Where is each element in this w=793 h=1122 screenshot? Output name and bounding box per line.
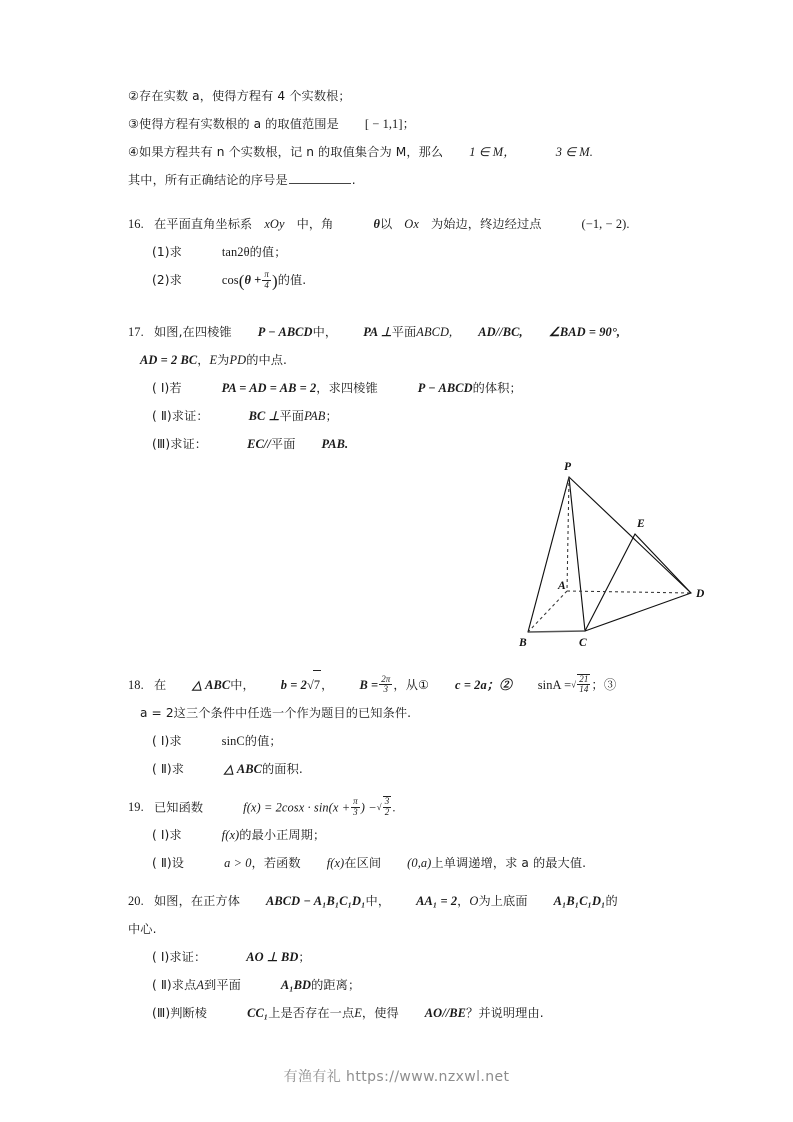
watermark-url: https://www.nzxwl.net (346, 1069, 510, 1085)
q19-part-2-label: ( Ⅱ)设 (152, 855, 185, 870)
q17-stem-ad-par-bc: AD//BC, (478, 324, 523, 339)
q17-stem-e: 平面 (391, 324, 417, 339)
q17-part-2-label: ( Ⅱ)求证： (152, 408, 209, 423)
edge-C-E (585, 534, 635, 631)
carryover-item-3-text: ③使得方程有实数根的 a 的取值范围是 (128, 117, 339, 131)
q18-stem-b-eq: b = 2 (280, 677, 307, 692)
vertex-label-B: B (519, 637, 527, 649)
q17-part-2-expr2: PAB (304, 408, 326, 423)
q18-stem-e: ， (321, 677, 334, 692)
q17-line2-tail: 的中点. (246, 352, 288, 367)
q20-part-1-tail: ； (298, 949, 311, 964)
q19-part-2-tail: 上单调递增，求 a 的最大值. (431, 855, 587, 870)
question-18 (128, 670, 688, 783)
vertex-label-A: A (558, 580, 566, 592)
q16-part-1-label: (1)求 (152, 245, 182, 259)
q17-part-3-expr: EC// (247, 436, 271, 451)
q20-part-3 (128, 999, 688, 1027)
q18-part-1 (128, 727, 688, 755)
spacer (128, 296, 688, 318)
q17-part-2-expr: BC ⊥ (248, 408, 280, 423)
edge-A-D (567, 591, 691, 593)
q17-stem-line2 (128, 346, 688, 374)
q18-stem-radicand: 7 (313, 670, 321, 699)
vertex-label-P: P (564, 461, 572, 473)
q19-part-2-expr3: (0,a) (407, 855, 432, 870)
fraction-denominator: 2 (384, 806, 390, 817)
fraction-denominator: 3 (353, 806, 358, 817)
q18-stem (128, 670, 688, 699)
q17-line2-ad2bc: AD = 2 BC (140, 352, 198, 367)
spacer (128, 877, 688, 887)
fraction-sqrt21-over-14 (577, 674, 590, 695)
vertex-label-D: D (696, 588, 705, 600)
q20-stem-line2 (128, 915, 688, 943)
q17-part-2-mid: 平面 (279, 408, 305, 423)
q20-part-3-expr2: AO//BE (424, 1005, 467, 1020)
q19-part-2-mid: ，若函数 (251, 855, 301, 870)
q17-stem-abcd: ABCD, (416, 324, 453, 339)
q16-stem-c: 中，角 (296, 217, 334, 231)
carryover-item-3 (128, 110, 688, 138)
q16-stem-a: 在平面直角坐标系 (154, 217, 253, 231)
q19-part-1 (128, 821, 688, 849)
q18-stem-g: ，从① (393, 677, 430, 692)
paren-close: ) (271, 271, 278, 291)
q17-line2-comma: ， (197, 352, 210, 367)
q18-condition-2: sinA = (537, 677, 572, 692)
q20-part-2-label: ( Ⅱ)求点 (152, 977, 197, 992)
spacer (128, 194, 688, 210)
q17-part-1-mid: ，求四棱锥 (316, 380, 378, 395)
carryover-item-3-range: [ − 1,1]； (364, 117, 416, 131)
q19-number: 19. (128, 799, 144, 814)
q16-stem (128, 210, 688, 238)
q20-part-3-e: E (354, 1005, 362, 1020)
q17-part-3-mid: 平面 (270, 436, 296, 451)
fraction-denominator: 4 (264, 279, 269, 290)
q19-stem-d: . (392, 799, 396, 814)
q20-part-2-expr: A₁BD (280, 977, 312, 992)
q18-stem-c: 中， (230, 677, 255, 692)
q17-part-1-expr2: P − ABCD (417, 380, 473, 395)
fraction-numerator: π (353, 796, 358, 807)
fraction-2pi-over-3 (379, 675, 392, 695)
q16-stem-xoy: xOy (264, 217, 285, 231)
q20-stem-aa1: AA₁ = 2 (416, 893, 458, 908)
q18-part-1-label: ( Ⅰ)求 (152, 733, 182, 748)
q17-part-3 (128, 430, 688, 458)
question-17 (128, 318, 688, 458)
q17-stem (128, 318, 688, 346)
q17-line2-wei: 为 (217, 352, 230, 367)
q17-part-2 (128, 402, 688, 430)
question-16 (128, 210, 688, 296)
q16-stem-theta: θ (373, 217, 380, 231)
q17-number: 17. (128, 324, 144, 339)
q16-part-2-fn: cos (221, 273, 239, 287)
sqrt-icon: √ (571, 679, 577, 690)
q18-condition-3-label: ；③ (591, 677, 617, 692)
q20-part-3-label: (Ⅲ)判断棱 (152, 1005, 208, 1020)
fraction-numerator: 2π (381, 673, 391, 684)
q20-part-3-mid: 上是否存在一点 (268, 1005, 355, 1020)
edge-E-D (635, 534, 691, 593)
carryover-item-5 (128, 166, 688, 194)
q18-part-2-label: ( Ⅱ)求 (152, 761, 185, 776)
q19-part-1-label: ( Ⅰ)求 (152, 827, 182, 842)
solid-edges (528, 477, 691, 632)
q20-stem-a: 如图，在正方体 (154, 893, 241, 908)
q17-stem-angle-bad: ∠BAD = 90°, (548, 324, 621, 339)
carryover-item-4-text: ④如果方程共有 n 个实数根，记 n 的取值集合为 M，那么 (128, 145, 444, 159)
q19-stem (128, 793, 688, 821)
q20-stem-i: 的 (605, 893, 618, 908)
edge-P-C (569, 477, 585, 631)
pyramid-diagram-svg (505, 455, 720, 655)
q20-part-2-b: 到平面 (204, 977, 241, 992)
q18-part-2 (128, 755, 688, 783)
q18-stem-B-eq: B = (359, 677, 379, 692)
q20-stem-top-face: A₁B₁C₁D₁ (553, 893, 606, 908)
q17-figure (505, 455, 720, 655)
carryover-item-2: ②存在实数 a，使得方程有 4 个实数根； (128, 89, 351, 103)
paren-open: ( (238, 271, 245, 291)
vertex-labels (518, 461, 705, 649)
q17-part-1 (128, 374, 688, 402)
q20-stem-cube: ABCD − A₁B₁C₁D₁ (266, 893, 366, 908)
q16-part-1-expr: tan2θ (221, 245, 250, 259)
q18-line2: a = 2这三个条件中任选一个作为题目的已知条件. (140, 705, 412, 720)
edge-P-D (569, 477, 691, 593)
edge-P-A (567, 477, 569, 591)
q20-stem-o: O (469, 893, 479, 908)
q20-stem-e: ， (457, 893, 470, 908)
q20-number: 20. (128, 893, 144, 908)
watermark-brand: 有渔有礼 (283, 1069, 342, 1085)
q20-line2: 中心. (128, 921, 157, 936)
fraction-numerator: 3 (384, 796, 390, 807)
q16-stem-g: 为始边，终边经过点 (430, 217, 542, 231)
q16-stem-point: (−1, − 2). (581, 217, 630, 231)
q18-part-2-expr: △ ABC (224, 761, 262, 776)
q19-part-2 (128, 849, 688, 877)
carryover-block (128, 82, 688, 194)
q16-number: 16. (128, 217, 144, 231)
q16-part-2 (128, 266, 688, 296)
q20-part-2 (128, 971, 688, 999)
q19-stem-c: ) − (360, 799, 377, 814)
q17-line2-pd: PD (229, 352, 247, 367)
fraction-sqrt3-over-2 (383, 796, 392, 817)
q18-number: 18. (128, 677, 144, 692)
q18-part-1-expr: sinC (221, 733, 245, 748)
base-edge-BC (528, 631, 585, 632)
q20-stem-c: 中， (365, 893, 391, 908)
q20-stem (128, 887, 688, 915)
q16-part-2-label: (2)求 (152, 273, 182, 287)
q18-stem-line2 (128, 699, 688, 727)
q16-stem-ox: Ox (404, 217, 419, 231)
q17-stem-pa-perp: PA ⊥ (363, 324, 392, 339)
q19-part-2-mid2: 在区间 (344, 855, 382, 870)
q20-part-3-expr: CC₁ (247, 1005, 269, 1020)
q20-part-3-tail: ？并说明理由. (466, 1005, 544, 1020)
q19-part-1-tail: 的最小正周期； (239, 827, 326, 842)
edge-B-C (528, 631, 585, 632)
vertex-label-C: C (579, 637, 587, 649)
answer-blank[interactable] (289, 172, 351, 184)
q17-line2-e: E (209, 352, 218, 367)
q18-part-1-tail: 的值； (244, 733, 282, 748)
spacer (128, 783, 688, 793)
q18-stem-a: 在 (154, 677, 167, 692)
q18-part-2-tail: 的面积. (262, 761, 303, 776)
carryover-item-4-m1: 1 ∈ M， (469, 145, 516, 159)
hidden-edges (528, 477, 691, 632)
q17-part-1-label: ( Ⅰ)若 (152, 380, 182, 395)
carryover-item-5-text: 其中，所有正确结论的序号是 (128, 173, 288, 187)
q16-part-2-inner: θ + (244, 273, 262, 287)
question-19 (128, 793, 688, 877)
fraction-numerator: π (264, 269, 269, 280)
q17-part-1-expr: PA = AD = AB = 2 (221, 380, 317, 395)
q19-stem-a: 已知函数 (154, 799, 204, 814)
q16-part-2-tail: 的值. (277, 273, 307, 287)
carryover-item-4-m3: 3 ∈ M. (555, 145, 593, 159)
q20-part-2-a: A (196, 977, 205, 992)
q18-stem-triangle: △ ABC (192, 677, 231, 692)
q16-part-1-tail: 的值； (249, 245, 287, 259)
question-20 (128, 887, 688, 1027)
vertex-label-E: E (637, 518, 645, 530)
q16-stem-e: 以 (379, 217, 393, 231)
q20-part-2-tail: 的距离； (311, 977, 361, 992)
q20-part-1-label: ( Ⅰ)求证： (152, 949, 207, 964)
fraction-denominator: 3 (379, 684, 392, 694)
watermark (0, 1066, 793, 1086)
q19-part-2-expr2: f(x) (326, 855, 345, 870)
q20-part-3-mid2: ，使得 (361, 1005, 399, 1020)
sqrt-icon: √ (376, 801, 382, 812)
q20-stem-g: 为上底面 (478, 893, 528, 908)
q17-stem-pabcd: P − ABCD (257, 324, 313, 339)
q17-part-3-expr2: PAB. (321, 436, 349, 451)
q17-part-2-tail: ； (325, 408, 338, 423)
q20-part-1 (128, 943, 688, 971)
q20-part-1-expr: AO ⊥ BD (246, 949, 299, 964)
carryover-item-5-period: . (351, 173, 356, 187)
q19-part-2-expr: a > 0 (224, 855, 252, 870)
q17-stem-a: 如图,在四棱锥 (154, 324, 232, 339)
edge-P-B (528, 477, 569, 632)
sqrt-icon: √ (306, 677, 314, 692)
q17-part-3-label: (Ⅲ)求证： (152, 436, 208, 451)
fraction-pi-over-3 (351, 797, 360, 817)
q17-stem-c: 中， (312, 324, 338, 339)
fraction-denominator: 14 (579, 684, 589, 695)
fraction-numerator: 21 (579, 673, 589, 684)
q16-part-1 (128, 238, 688, 266)
q18-condition-1: c = 2a；② (455, 677, 512, 692)
carryover-item-4 (128, 138, 688, 166)
q19-part-1-expr: f(x) (221, 827, 240, 842)
q19-stem-fx: f(x) = 2cosx · sin(x + (243, 799, 351, 814)
edge-C-D (585, 593, 691, 631)
q17-part-1-tail: 的体积； (472, 380, 522, 395)
fraction-pi-over-4 (262, 270, 271, 290)
